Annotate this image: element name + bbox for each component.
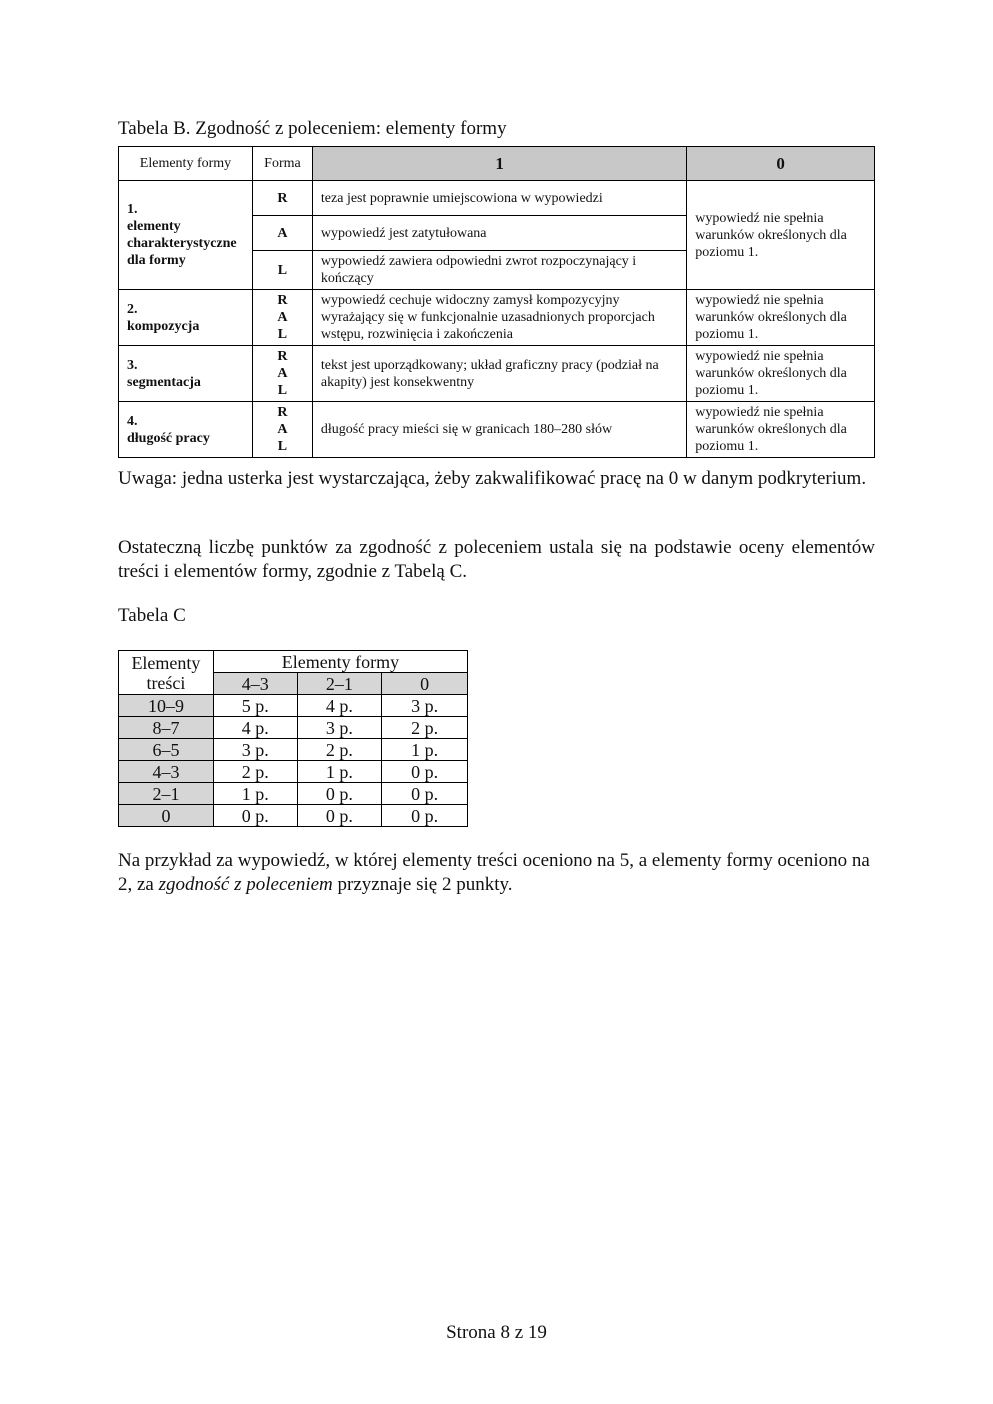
score-cell: 0 p. xyxy=(382,783,468,805)
criterion-label: charakterystyczne xyxy=(127,236,237,251)
score-cell: 2 p. xyxy=(382,717,468,739)
criterion-description: tekst jest uporządkowany; układ graficzny pracy (podział na akapity) jest konsekwentny xyxy=(312,346,686,402)
score-cell: 0 p. xyxy=(297,805,382,827)
row-header-line: treści xyxy=(146,672,186,693)
score-cell: 1 p. xyxy=(213,783,297,805)
score-cell: 4 p. xyxy=(213,717,297,739)
row-label: 10–9 xyxy=(119,695,214,717)
forma-letter: A xyxy=(277,366,288,381)
table-b xyxy=(118,146,875,458)
header-elementy-formy: Elementy formy xyxy=(119,147,253,181)
criterion-label: kompozycja xyxy=(127,318,200,334)
criterion-1 xyxy=(119,181,253,290)
criterion-description: wypowiedź cechuje widoczny zamysł kompozycyjny wyrażający się w funkcjonalnie uzasadnionych proporcjach wstępu, rozwinięcia i zakończenia xyxy=(312,290,686,346)
forma-letter: A xyxy=(252,216,312,251)
page-footer: Strona 8 z 19 xyxy=(446,1322,547,1343)
score-cell: 2 p. xyxy=(213,761,297,783)
row-label: 6–5 xyxy=(119,739,214,761)
col-group-elementy-formy: Elementy formy xyxy=(213,651,467,673)
forma-letters xyxy=(252,290,312,346)
table-b-title: Tabela B. Zgodność z poleceniem: elementy formy xyxy=(118,118,507,139)
forma-letter: L xyxy=(277,439,288,454)
row-label: 8–7 xyxy=(119,717,214,739)
final-score-paragraph: Ostateczną liczbę punktów za zgodność z poleceniem ustala się na podstawie oceny elementów treści i elementów formy, zgodnie z Tabelą C. xyxy=(118,537,875,582)
score-cell: 0 p. xyxy=(382,805,468,827)
header-forma: Forma xyxy=(252,147,312,181)
criterion-label: długość pracy xyxy=(127,430,210,446)
criterion-3 xyxy=(119,346,253,402)
score-cell: 0 p. xyxy=(297,783,382,805)
score-cell: 5 p. xyxy=(213,695,297,717)
forma-letter: L xyxy=(277,383,288,398)
col-header: 4–3 xyxy=(213,673,297,695)
row-label: 4–3 xyxy=(119,761,214,783)
row-header-line: Elementy xyxy=(131,652,201,673)
criterion-number: 1. xyxy=(127,202,138,217)
score-cell: 3 p. xyxy=(213,739,297,761)
zero-description: wypowiedź nie spełnia warunków określonych dla poziomu 1. xyxy=(687,290,875,346)
example-emphasis: zgodność z poleceniem xyxy=(158,874,333,895)
forma-letter: A xyxy=(277,422,288,437)
criterion-description: długość pracy mieści się w granicach 180–280 słów xyxy=(312,402,686,458)
table-row xyxy=(119,717,468,739)
criterion-description: wypowiedź zawiera odpowiedni zwrot rozpoczynający i kończący xyxy=(312,251,686,290)
score-cell: 2 p. xyxy=(297,739,382,761)
criterion-number: 4. xyxy=(127,413,138,429)
criterion-label: segmentacja xyxy=(127,374,201,390)
col-header: 2–1 xyxy=(297,673,382,695)
score-cell: 3 p. xyxy=(382,695,468,717)
score-cell: 3 p. xyxy=(297,717,382,739)
forma-letter: R xyxy=(277,293,288,308)
col-header: 0 xyxy=(382,673,468,695)
criterion-number: 2. xyxy=(127,301,138,317)
criterion-2 xyxy=(119,290,253,346)
table-row xyxy=(119,783,468,805)
table-row xyxy=(119,805,468,827)
zero-description: wypowiedź nie spełnia warunków określonych dla poziomu 1. xyxy=(687,346,875,402)
table-c-title: Tabela C xyxy=(118,605,186,626)
criterion-label: elementy xyxy=(127,219,181,234)
note-paragraph: Uwaga: jedna usterka jest wystarczająca, żeby zakwalifikować pracę na 0 w danym podkryterium. xyxy=(118,468,867,489)
criterion-4 xyxy=(119,402,253,458)
zero-description: wypowiedź nie spełnia warunków określonych dla poziomu 1. xyxy=(687,181,875,290)
criterion-label: dla formy xyxy=(127,253,186,268)
score-cell: 0 p. xyxy=(382,761,468,783)
row-label: 2–1 xyxy=(119,783,214,805)
table-row xyxy=(119,739,468,761)
score-cell: 1 p. xyxy=(382,739,468,761)
table-row xyxy=(119,761,468,783)
table-c xyxy=(118,650,468,827)
forma-letter: R xyxy=(277,349,288,364)
forma-letters xyxy=(252,402,312,458)
score-cell: 0 p. xyxy=(213,805,297,827)
forma-letters xyxy=(252,346,312,402)
criterion-description: teza jest poprawnie umiejscowiona w wypowiedzi xyxy=(312,181,686,216)
row-label: 0 xyxy=(119,805,214,827)
score-cell: 1 p. xyxy=(297,761,382,783)
example-paragraph xyxy=(118,849,875,897)
row-header-elementy-tresci xyxy=(119,651,214,695)
example-text-end: przyznaje się 2 punkty. xyxy=(332,874,513,895)
header-score-0: 0 xyxy=(687,147,875,181)
header-score-1: 1 xyxy=(312,147,686,181)
criterion-number: 3. xyxy=(127,357,138,373)
forma-letter: A xyxy=(277,310,288,325)
zero-description: wypowiedź nie spełnia warunków określonych dla poziomu 1. xyxy=(687,402,875,458)
criterion-description: wypowiedź jest zatytułowana xyxy=(312,216,686,251)
forma-letter: R xyxy=(277,405,288,420)
forma-letter: L xyxy=(277,327,288,342)
forma-letter: L xyxy=(252,251,312,290)
table-row xyxy=(119,695,468,717)
example-text: Na przykład za wypowiedź, w której elementy treści oceniono na 5, a elementy formy oceniono na 2, za xyxy=(118,850,870,895)
forma-letter: R xyxy=(252,181,312,216)
score-cell: 4 p. xyxy=(297,695,382,717)
